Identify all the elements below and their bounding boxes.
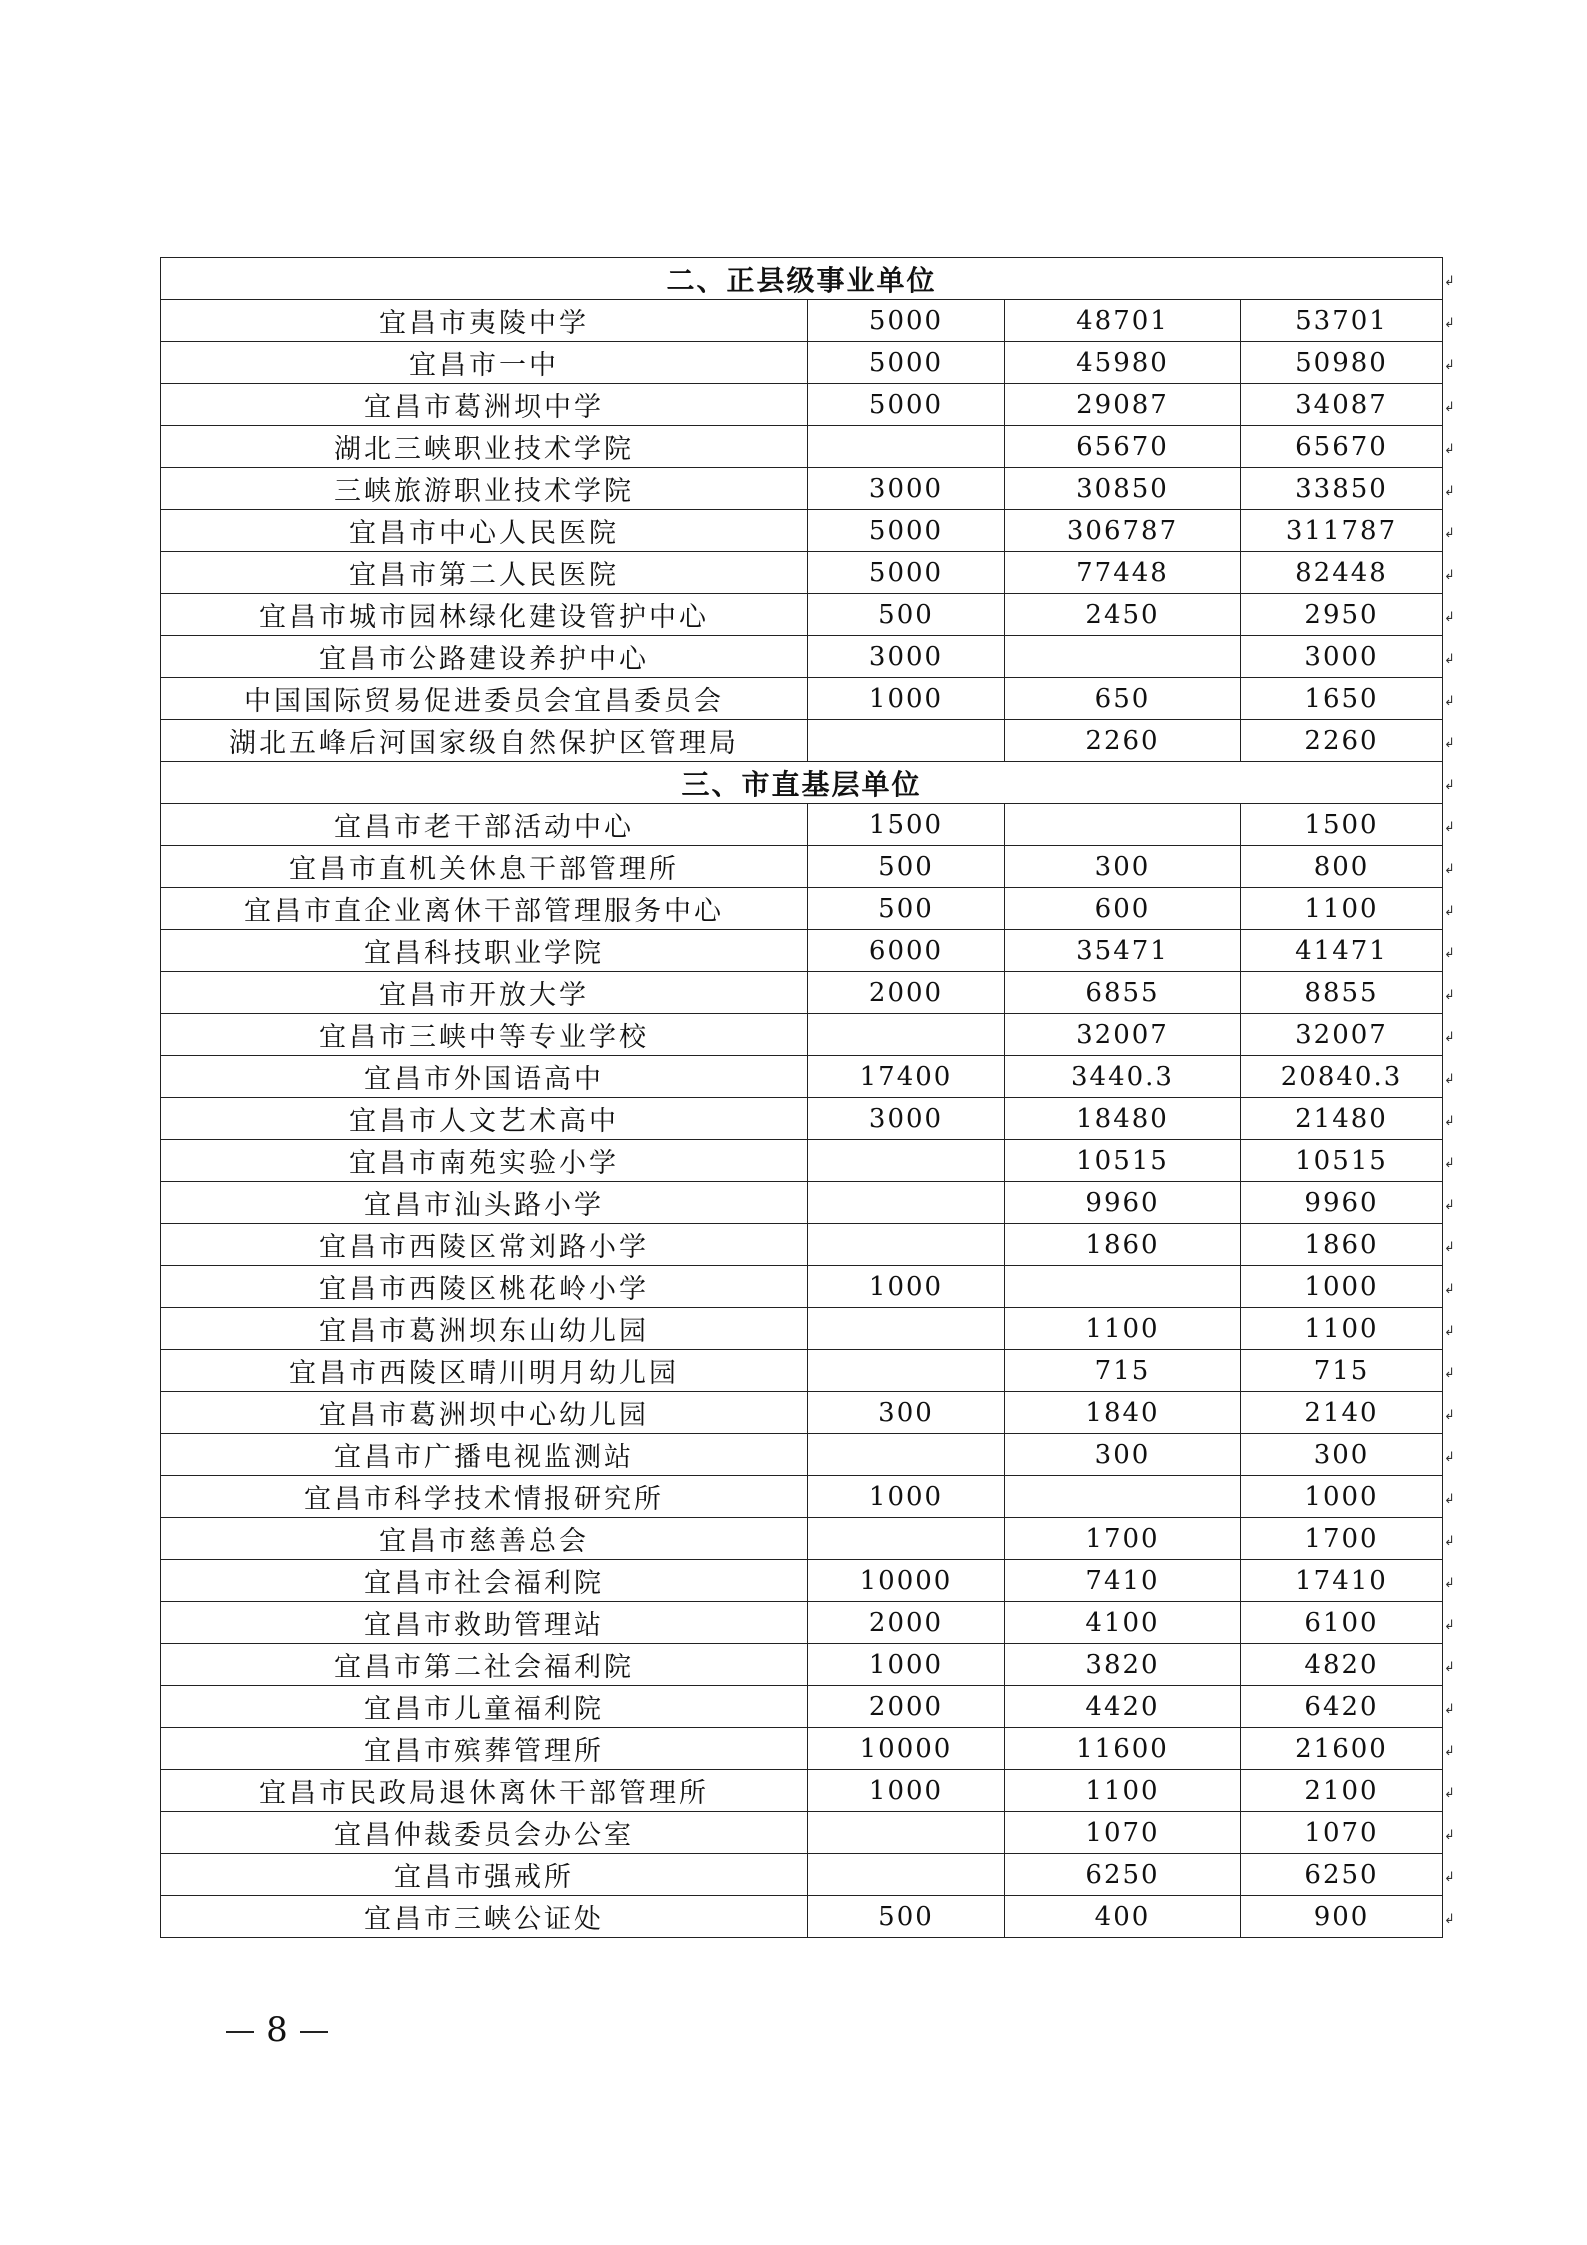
- total-cell: 82448: [1241, 552, 1443, 594]
- amount-cell-1: [808, 1182, 1005, 1224]
- amount-cell-2: 3440.3: [1005, 1056, 1241, 1098]
- unit-name-cell: 宜昌市公路建设养护中心: [161, 636, 808, 678]
- row-end-mark: ↲: [1444, 693, 1455, 709]
- table-row: [161, 1056, 1443, 1098]
- row-end-mark: ↲: [1444, 1491, 1455, 1507]
- page-number-value: 8: [266, 2010, 288, 2050]
- total-cell: 17410: [1241, 1560, 1443, 1602]
- table-row: [161, 1392, 1443, 1434]
- unit-name-cell: 宜昌市强戒所: [161, 1854, 808, 1896]
- amount-cell-2: 65670: [1005, 426, 1241, 468]
- row-end-mark: ↲: [1444, 1785, 1455, 1801]
- amount-cell-1: 17400: [808, 1056, 1005, 1098]
- amount-cell-2: 1840: [1005, 1392, 1241, 1434]
- row-end-mark: ↲: [1444, 1197, 1455, 1213]
- unit-name-cell: 宜昌市南苑实验小学: [161, 1140, 808, 1182]
- table-row: [161, 636, 1443, 678]
- row-end-mark: ↲: [1444, 1743, 1455, 1759]
- unit-name-cell: 湖北三峡职业技术学院: [161, 426, 808, 468]
- row-end-mark: ↲: [1444, 1113, 1455, 1129]
- amount-cell-1: [808, 1140, 1005, 1182]
- amount-cell-1: 6000: [808, 930, 1005, 972]
- total-cell: 32007: [1241, 1014, 1443, 1056]
- row-end-mark: ↲: [1444, 1323, 1455, 1339]
- amount-cell-2: 300: [1005, 846, 1241, 888]
- total-cell: 21480: [1241, 1098, 1443, 1140]
- table-row: [161, 1854, 1443, 1896]
- unit-name-cell: 宜昌科技职业学院: [161, 930, 808, 972]
- total-cell: 311787: [1241, 510, 1443, 552]
- amount-cell-2: 29087: [1005, 384, 1241, 426]
- amount-cell-2: 6250: [1005, 1854, 1241, 1896]
- amount-cell-1: 5000: [808, 300, 1005, 342]
- total-cell: 8855: [1241, 972, 1443, 1014]
- amount-cell-2: 1700: [1005, 1518, 1241, 1560]
- amount-cell-2: 6855: [1005, 972, 1241, 1014]
- amount-cell-2: 1070: [1005, 1812, 1241, 1854]
- funding-table: [160, 257, 1443, 1938]
- row-end-mark: ↲: [1444, 861, 1455, 877]
- amount-cell-1: 1000: [808, 1476, 1005, 1518]
- row-end-mark: ↲: [1444, 1239, 1455, 1255]
- table-row: [161, 1896, 1443, 1938]
- amount-cell-2: 1100: [1005, 1308, 1241, 1350]
- amount-cell-2: 4100: [1005, 1602, 1241, 1644]
- dash-right: [300, 2031, 328, 2033]
- total-cell: 1070: [1241, 1812, 1443, 1854]
- unit-name-cell: 宜昌市救助管理站: [161, 1602, 808, 1644]
- row-end-mark: ↲: [1444, 1155, 1455, 1171]
- table-row: [161, 1098, 1443, 1140]
- amount-cell-2: [1005, 1266, 1241, 1308]
- amount-cell-1: 2000: [808, 1686, 1005, 1728]
- row-end-mark: ↲: [1444, 441, 1455, 457]
- unit-name-cell: 宜昌市三峡公证处: [161, 1896, 808, 1938]
- amount-cell-1: 500: [808, 846, 1005, 888]
- row-end-mark: ↲: [1444, 1407, 1455, 1423]
- total-cell: 1000: [1241, 1476, 1443, 1518]
- row-end-mark: ↲: [1444, 1869, 1455, 1885]
- amount-cell-1: [808, 1308, 1005, 1350]
- table-row: [161, 846, 1443, 888]
- total-cell: 34087: [1241, 384, 1443, 426]
- amount-cell-2: 300: [1005, 1434, 1241, 1476]
- amount-cell-1: 1000: [808, 678, 1005, 720]
- total-cell: 1700: [1241, 1518, 1443, 1560]
- table-row: [161, 426, 1443, 468]
- row-end-mark: ↲: [1444, 1449, 1455, 1465]
- unit-name-cell: 宜昌市科学技术情报研究所: [161, 1476, 808, 1518]
- amount-cell-2: 2450: [1005, 594, 1241, 636]
- amount-cell-2: 2260: [1005, 720, 1241, 762]
- amount-cell-2: 32007: [1005, 1014, 1241, 1056]
- amount-cell-2: 10515: [1005, 1140, 1241, 1182]
- row-end-mark: ↲: [1444, 651, 1455, 667]
- table-row: [161, 1140, 1443, 1182]
- table-row: [161, 1476, 1443, 1518]
- row-end-mark: ↲: [1444, 1911, 1455, 1927]
- funding-table-body: [161, 258, 1443, 1938]
- total-cell: 6420: [1241, 1686, 1443, 1728]
- total-cell: 2100: [1241, 1770, 1443, 1812]
- table-row: [161, 1182, 1443, 1224]
- amount-cell-1: 3000: [808, 468, 1005, 510]
- amount-cell-2: 35471: [1005, 930, 1241, 972]
- row-end-mark: ↲: [1444, 735, 1455, 751]
- unit-name-cell: 宜昌市三峡中等专业学校: [161, 1014, 808, 1056]
- total-cell: 2260: [1241, 720, 1443, 762]
- page-number: [212, 2010, 342, 2050]
- unit-name-cell: 宜昌市西陵区常刘路小学: [161, 1224, 808, 1266]
- amount-cell-1: [808, 1350, 1005, 1392]
- section-title: 三、市直基层单位: [161, 762, 1443, 804]
- row-end-mark: ↲: [1444, 903, 1455, 919]
- amount-cell-1: 1500: [808, 804, 1005, 846]
- amount-cell-2: [1005, 636, 1241, 678]
- unit-name-cell: 宜昌市人文艺术高中: [161, 1098, 808, 1140]
- amount-cell-2: 1860: [1005, 1224, 1241, 1266]
- table-row: [161, 468, 1443, 510]
- amount-cell-1: [808, 1812, 1005, 1854]
- amount-cell-2: 650: [1005, 678, 1241, 720]
- amount-cell-2: 11600: [1005, 1728, 1241, 1770]
- amount-cell-2: 600: [1005, 888, 1241, 930]
- unit-name-cell: 宜昌市直机关休息干部管理所: [161, 846, 808, 888]
- amount-cell-1: 1000: [808, 1266, 1005, 1308]
- total-cell: 4820: [1241, 1644, 1443, 1686]
- unit-name-cell: 宜昌市民政局退休离休干部管理所: [161, 1770, 808, 1812]
- row-end-mark: ↲: [1444, 1659, 1455, 1675]
- total-cell: 2140: [1241, 1392, 1443, 1434]
- amount-cell-1: 500: [808, 888, 1005, 930]
- table-row: [161, 720, 1443, 762]
- amount-cell-1: [808, 1224, 1005, 1266]
- row-end-mark: ↲: [1444, 1029, 1455, 1045]
- row-end-mark: ↲: [1444, 273, 1455, 289]
- table-row: [161, 1308, 1443, 1350]
- unit-name-cell: 宜昌市汕头路小学: [161, 1182, 808, 1224]
- table-row: [161, 1644, 1443, 1686]
- amount-cell-1: 2000: [808, 972, 1005, 1014]
- unit-name-cell: 宜昌市葛洲坝中学: [161, 384, 808, 426]
- amount-cell-1: [808, 1518, 1005, 1560]
- amount-cell-2: 4420: [1005, 1686, 1241, 1728]
- row-end-mark: ↲: [1444, 567, 1455, 583]
- total-cell: 21600: [1241, 1728, 1443, 1770]
- unit-name-cell: 宜昌市社会福利院: [161, 1560, 808, 1602]
- table-row: [161, 1602, 1443, 1644]
- amount-cell-2: 306787: [1005, 510, 1241, 552]
- total-cell: 3000: [1241, 636, 1443, 678]
- row-end-mark: ↲: [1444, 945, 1455, 961]
- total-cell: 1100: [1241, 1308, 1443, 1350]
- table-row: [161, 1686, 1443, 1728]
- table-row: [161, 1518, 1443, 1560]
- amount-cell-1: 300: [808, 1392, 1005, 1434]
- total-cell: 1650: [1241, 678, 1443, 720]
- dash-left: [226, 2031, 254, 2033]
- unit-name-cell: 宜昌市慈善总会: [161, 1518, 808, 1560]
- table-row: [161, 930, 1443, 972]
- amount-cell-1: 10000: [808, 1560, 1005, 1602]
- amount-cell-2: 45980: [1005, 342, 1241, 384]
- row-end-mark: ↲: [1444, 483, 1455, 499]
- amount-cell-2: 30850: [1005, 468, 1241, 510]
- total-cell: 6250: [1241, 1854, 1443, 1896]
- row-end-mark: ↲: [1444, 1701, 1455, 1717]
- table-row: [161, 1770, 1443, 1812]
- unit-name-cell: 宜昌市外国语高中: [161, 1056, 808, 1098]
- table-row: [161, 300, 1443, 342]
- table-row: [161, 804, 1443, 846]
- row-end-mark: ↲: [1444, 609, 1455, 625]
- total-cell: 20840.3: [1241, 1056, 1443, 1098]
- total-cell: 1500: [1241, 804, 1443, 846]
- unit-name-cell: 三峡旅游职业技术学院: [161, 468, 808, 510]
- table-row: [161, 1266, 1443, 1308]
- total-cell: 900: [1241, 1896, 1443, 1938]
- row-end-mark: ↲: [1444, 357, 1455, 373]
- unit-name-cell: 宜昌市一中: [161, 342, 808, 384]
- table-row: [161, 384, 1443, 426]
- total-cell: 10515: [1241, 1140, 1443, 1182]
- amount-cell-1: [808, 1014, 1005, 1056]
- amount-cell-1: [808, 1434, 1005, 1476]
- amount-cell-1: 5000: [808, 342, 1005, 384]
- amount-cell-1: [808, 720, 1005, 762]
- unit-name-cell: 宜昌市老干部活动中心: [161, 804, 808, 846]
- table-row: [161, 1560, 1443, 1602]
- total-cell: 300: [1241, 1434, 1443, 1476]
- total-cell: 2950: [1241, 594, 1443, 636]
- amount-cell-1: 1000: [808, 1644, 1005, 1686]
- total-cell: 6100: [1241, 1602, 1443, 1644]
- amount-cell-1: 5000: [808, 510, 1005, 552]
- table-row: [161, 552, 1443, 594]
- unit-name-cell: 中国国际贸易促进委员会宜昌委员会: [161, 678, 808, 720]
- table-row: [161, 888, 1443, 930]
- unit-name-cell: 宜昌市儿童福利院: [161, 1686, 808, 1728]
- amount-cell-2: 715: [1005, 1350, 1241, 1392]
- row-end-mark: ↲: [1444, 1071, 1455, 1087]
- total-cell: 9960: [1241, 1182, 1443, 1224]
- table-row: [161, 510, 1443, 552]
- amount-cell-1: [808, 426, 1005, 468]
- row-end-mark: ↲: [1444, 1575, 1455, 1591]
- amount-cell-2: 77448: [1005, 552, 1241, 594]
- unit-name-cell: 宜昌市广播电视监测站: [161, 1434, 808, 1476]
- table-row: [161, 594, 1443, 636]
- unit-name-cell: 宜昌市第二社会福利院: [161, 1644, 808, 1686]
- unit-name-cell: 宜昌市葛洲坝东山幼儿园: [161, 1308, 808, 1350]
- unit-name-cell: 宜昌市开放大学: [161, 972, 808, 1014]
- row-end-mark: ↲: [1444, 987, 1455, 1003]
- section-header-row: [161, 258, 1443, 300]
- unit-name-cell: 宜昌市中心人民医院: [161, 510, 808, 552]
- table-row: [161, 1224, 1443, 1266]
- row-end-mark: ↲: [1444, 399, 1455, 415]
- row-end-mark: ↲: [1444, 777, 1455, 793]
- amount-cell-2: [1005, 804, 1241, 846]
- amount-cell-2: 1100: [1005, 1770, 1241, 1812]
- table-row: [161, 1350, 1443, 1392]
- row-end-mark: ↲: [1444, 1365, 1455, 1381]
- amount-cell-2: 18480: [1005, 1098, 1241, 1140]
- amount-cell-1: 5000: [808, 384, 1005, 426]
- amount-cell-2: 3820: [1005, 1644, 1241, 1686]
- section-header-row: [161, 762, 1443, 804]
- amount-cell-2: 400: [1005, 1896, 1241, 1938]
- amount-cell-1: 10000: [808, 1728, 1005, 1770]
- amount-cell-1: 2000: [808, 1602, 1005, 1644]
- table-row: [161, 1014, 1443, 1056]
- unit-name-cell: 湖北五峰后河国家级自然保护区管理局: [161, 720, 808, 762]
- unit-name-cell: 宜昌市夷陵中学: [161, 300, 808, 342]
- unit-name-cell: 宜昌仲裁委员会办公室: [161, 1812, 808, 1854]
- amount-cell-1: 1000: [808, 1770, 1005, 1812]
- total-cell: 53701: [1241, 300, 1443, 342]
- row-end-mark: ↲: [1444, 315, 1455, 331]
- table-row: [161, 678, 1443, 720]
- total-cell: 800: [1241, 846, 1443, 888]
- unit-name-cell: 宜昌市直企业离休干部管理服务中心: [161, 888, 808, 930]
- section-title: 二、正县级事业单位: [161, 258, 1443, 300]
- total-cell: 41471: [1241, 930, 1443, 972]
- amount-cell-2: [1005, 1476, 1241, 1518]
- unit-name-cell: 宜昌市葛洲坝中心幼儿园: [161, 1392, 808, 1434]
- total-cell: 50980: [1241, 342, 1443, 384]
- total-cell: 1000: [1241, 1266, 1443, 1308]
- unit-name-cell: 宜昌市殡葬管理所: [161, 1728, 808, 1770]
- amount-cell-1: 3000: [808, 1098, 1005, 1140]
- unit-name-cell: 宜昌市第二人民医院: [161, 552, 808, 594]
- unit-name-cell: 宜昌市城市园林绿化建设管护中心: [161, 594, 808, 636]
- amount-cell-2: 7410: [1005, 1560, 1241, 1602]
- table-row: [161, 1434, 1443, 1476]
- amount-cell-1: 5000: [808, 552, 1005, 594]
- row-end-mark: ↲: [1444, 525, 1455, 541]
- table-row: [161, 342, 1443, 384]
- amount-cell-1: 500: [808, 1896, 1005, 1938]
- row-end-mark: ↲: [1444, 1617, 1455, 1633]
- amount-cell-2: 48701: [1005, 300, 1241, 342]
- table-row: [161, 1728, 1443, 1770]
- table-row: [161, 1812, 1443, 1854]
- total-cell: 1100: [1241, 888, 1443, 930]
- total-cell: 33850: [1241, 468, 1443, 510]
- amount-cell-1: 500: [808, 594, 1005, 636]
- table-row: [161, 972, 1443, 1014]
- amount-cell-1: 3000: [808, 636, 1005, 678]
- amount-cell-2: 9960: [1005, 1182, 1241, 1224]
- row-end-mark: ↲: [1444, 1827, 1455, 1843]
- amount-cell-1: [808, 1854, 1005, 1896]
- row-end-mark: ↲: [1444, 1281, 1455, 1297]
- total-cell: 65670: [1241, 426, 1443, 468]
- row-end-mark: ↲: [1444, 819, 1455, 835]
- total-cell: 715: [1241, 1350, 1443, 1392]
- unit-name-cell: 宜昌市西陵区晴川明月幼儿园: [161, 1350, 808, 1392]
- unit-name-cell: 宜昌市西陵区桃花岭小学: [161, 1266, 808, 1308]
- total-cell: 1860: [1241, 1224, 1443, 1266]
- row-end-mark: ↲: [1444, 1533, 1455, 1549]
